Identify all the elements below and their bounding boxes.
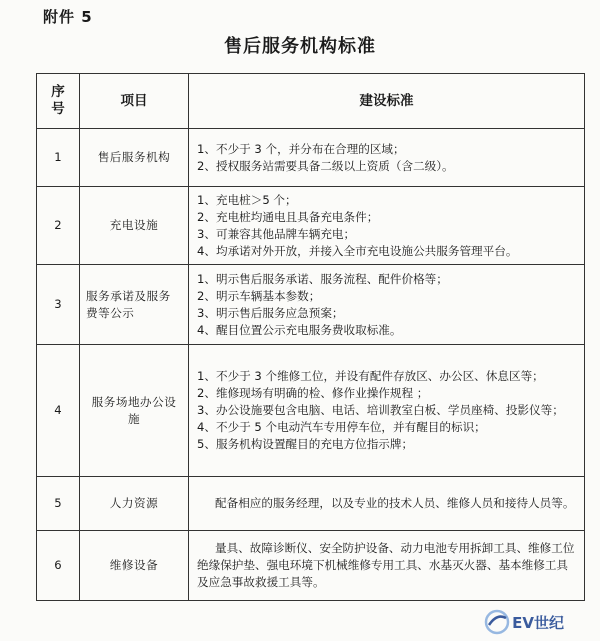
header-no-text: 序 号 — [51, 84, 65, 117]
standard-line: 3、可兼容其他品牌车辆充电； — [197, 226, 356, 241]
row-standard — [189, 345, 585, 477]
row-standard — [189, 531, 585, 601]
header-item: 项目 — [80, 74, 189, 129]
row-number: 6 — [37, 531, 80, 601]
table-header-row — [37, 74, 585, 129]
standard-line: 4、不少于 5 个电动汽车专用停车位，并有醒目的标识； — [197, 420, 486, 434]
standard-line: 3、办公设施要包含电脑、电话、培训教室白板、学员座椅、投影仪等； — [197, 403, 564, 417]
standard-line: 1、明示售后服务承诺、服务流程、配件价格等； — [197, 271, 448, 286]
standard-line: 3、明示售后服务应急预案； — [197, 305, 344, 320]
standard-line: 1、不少于 3 个维修工位，并设有配件存放区、办公区、休息区等； — [197, 369, 544, 383]
ev-logo-mark-icon — [484, 609, 510, 635]
standard-line: 1、不少于 3 个，并分布在合理的区域； — [197, 141, 405, 156]
row-item: 服务场地办公设施 — [80, 345, 189, 477]
row-item: 充电设施 — [80, 187, 189, 265]
row-number: 5 — [37, 477, 80, 531]
standard-line: 配备相应的服务经理，以及专业的技术人员、维修人员和接待人员等。 — [215, 496, 575, 510]
table-row — [37, 345, 585, 477]
row-item: 维修设备 — [80, 531, 189, 601]
ev-century-logo — [484, 609, 564, 635]
table-row — [37, 265, 585, 345]
logo-cn: 世纪 — [533, 613, 564, 632]
row-number: 1 — [37, 129, 80, 187]
table-row — [37, 531, 585, 601]
header-no — [37, 74, 80, 129]
standard-line: 量具、故障诊断仪、安全防护设备、动力电池专用拆卸工具、维修工位绝缘保护垫、强电环境下机械维修专用工具、水基灭火器、基本维修工具及应急事故救援工具等。 — [197, 541, 575, 589]
standard-line: 4、均承诺对外开放，并接入全市充电设施公共服务管理平台。 — [197, 243, 518, 258]
standard-line: 4、醒目位置公示充电服务费收取标准。 — [197, 322, 402, 337]
standard-line: 2、明示车辆基本参数； — [197, 288, 321, 303]
row-item: 服务承诺及服务费等公示 — [80, 265, 189, 345]
row-standard — [189, 187, 585, 265]
standards-table — [36, 73, 585, 601]
document-title: 售后服务机构标准 — [224, 36, 376, 57]
standard-line: 2、维修现场有明确的检、修作业操作规程 ； — [197, 386, 429, 400]
row-standard — [189, 477, 585, 531]
row-number: 2 — [37, 187, 80, 265]
row-number: 4 — [37, 345, 80, 477]
header-standard: 建设标准 — [189, 74, 585, 129]
table-row — [37, 477, 585, 531]
attachment-label: 附件 5 — [43, 8, 93, 26]
standard-line: 1、充电桩＞5 个； — [197, 192, 297, 207]
row-standard — [189, 265, 585, 345]
row-number: 3 — [37, 265, 80, 345]
table-row — [37, 187, 585, 265]
logo-ev: EV — [512, 613, 534, 632]
row-item: 售后服务机构 — [80, 129, 189, 187]
standard-line: 2、授权服务站需要具备二级以上资质（含二级）。 — [197, 158, 454, 173]
standard-line: 2、充电桩均通电且具备充电条件； — [197, 209, 379, 224]
logo-text — [512, 612, 564, 633]
row-item: 人力资源 — [80, 477, 189, 531]
row-standard — [189, 129, 585, 187]
standard-line: 5、服务机构设置醒目的充电方位指示牌； — [197, 437, 414, 451]
table-row — [37, 129, 585, 187]
